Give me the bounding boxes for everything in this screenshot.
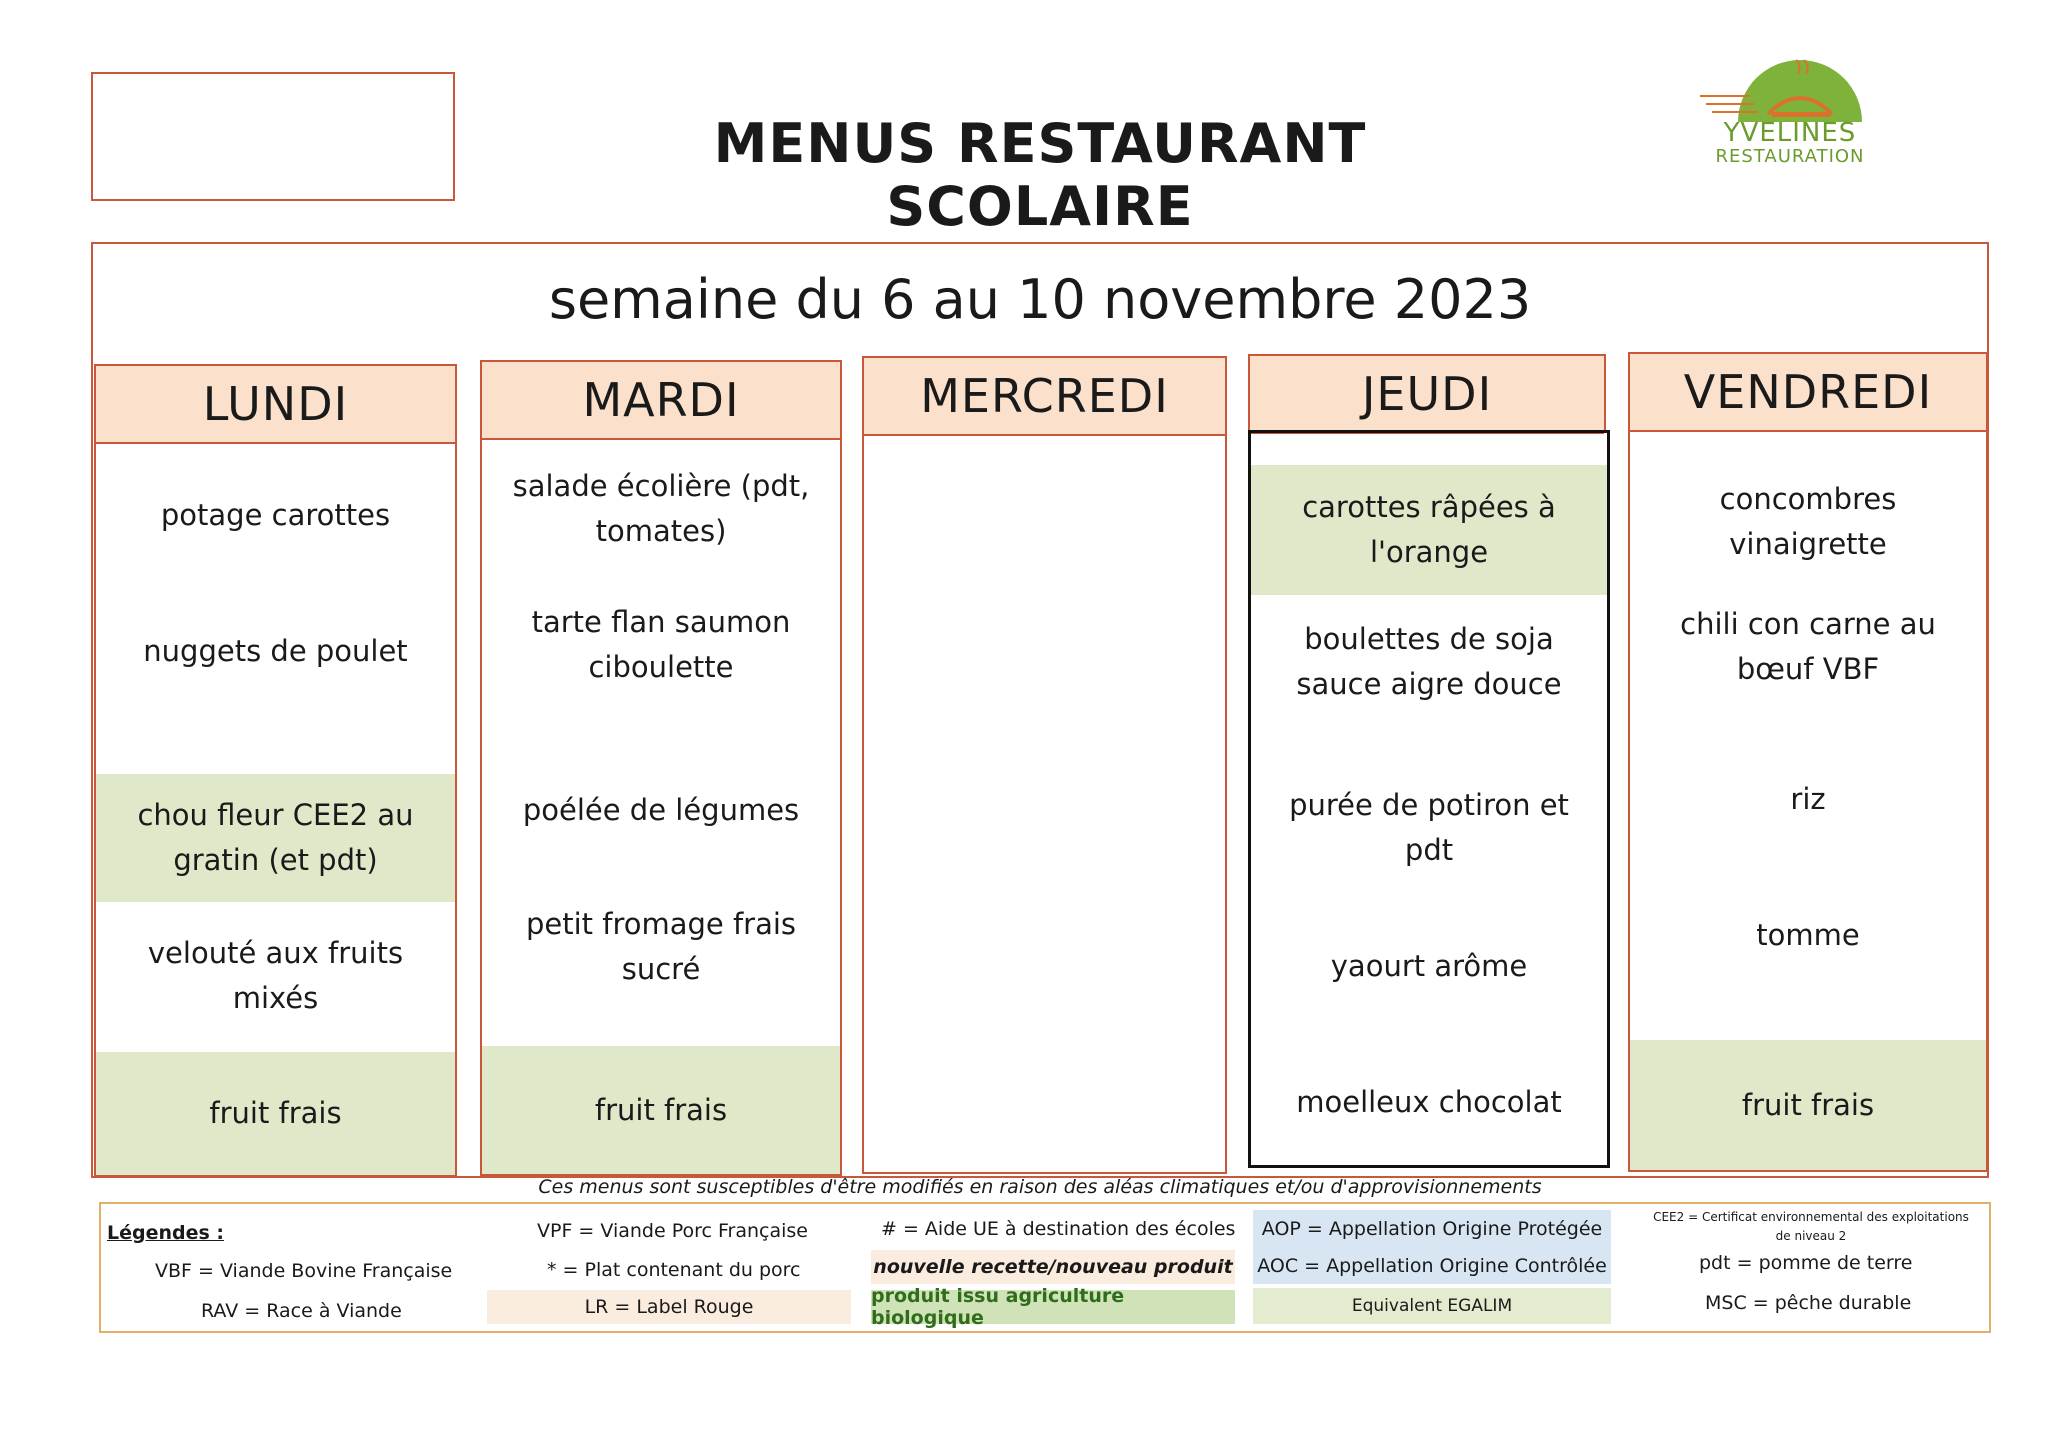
week-label: semaine du 6 au 10 novembre 2023 bbox=[548, 268, 1532, 331]
legend-aop: AOP = Appellation Origine Protégée bbox=[1253, 1210, 1611, 1248]
day-column-lundi bbox=[94, 364, 457, 1177]
menu-item: chili con carne au bœuf VBF bbox=[1680, 607, 1936, 686]
menu-item: potage carottes bbox=[160, 498, 391, 533]
legend-egalim: Equivalent EGALIM bbox=[1253, 1288, 1611, 1324]
menu-item: chou fleur CEE2 au gratin (et pdt) bbox=[96, 774, 455, 902]
menu-item: moelleux chocolat bbox=[1296, 1084, 1562, 1119]
legend-box bbox=[99, 1202, 1991, 1333]
day-header: MARDI bbox=[482, 362, 840, 440]
menu-item: fruit frais bbox=[482, 1046, 840, 1174]
blank-label-box bbox=[91, 72, 455, 201]
day-header: JEUDI bbox=[1250, 356, 1604, 434]
day-column-mardi bbox=[480, 360, 842, 1176]
legend-lr: LR = Label Rouge bbox=[487, 1290, 851, 1324]
legend-bio: produit issu agriculture biologique bbox=[871, 1290, 1235, 1324]
menu-item: yaourt arôme bbox=[1330, 948, 1528, 983]
legend-nouveau: nouvelle recette/nouveau produit bbox=[871, 1250, 1235, 1284]
menu-item: nuggets de poulet bbox=[143, 634, 408, 669]
logo-text-restauration: RESTAURATION bbox=[1715, 146, 1865, 167]
menu-item: poélée de légumes bbox=[522, 792, 800, 827]
legend-cee2: CEE2 = Certificat environnemental des exploitations de niveau 2 bbox=[1653, 1210, 1969, 1244]
legend-rav: RAV = Race à Viande bbox=[201, 1300, 402, 1322]
day-column-mercredi bbox=[862, 356, 1227, 1174]
menu-item: petit fromage frais sucré bbox=[525, 907, 797, 986]
legend-title: Légendes : bbox=[107, 1222, 225, 1244]
menu-item: boulettes de soja sauce aigre douce bbox=[1296, 622, 1562, 701]
legend-msc: MSC = pêche durable bbox=[1705, 1292, 1912, 1314]
page-title: MENUS RESTAURANT SCOLAIRE bbox=[713, 112, 1367, 238]
menu-item: tarte flan saumon ciboulette bbox=[531, 605, 791, 684]
disclaimer: Ces menus sont susceptibles d'être modifiés en raison des aléas climatiques et/ou d'approvisionnements bbox=[538, 1176, 1542, 1198]
menu-item: tomme bbox=[1756, 917, 1860, 952]
legend-aoc: AOC = Appellation Origine Contrôlée bbox=[1253, 1248, 1611, 1284]
day-header: MERCREDI bbox=[864, 358, 1225, 436]
day-column-jeudi-items bbox=[1248, 430, 1610, 1168]
day-header: VENDREDI bbox=[1630, 354, 1986, 432]
menu-item: carottes râpées à l'orange bbox=[1251, 465, 1607, 595]
menu-item: fruit frais bbox=[1630, 1040, 1986, 1170]
day-column-vendredi bbox=[1628, 352, 1988, 1172]
menu-item: velouté aux fruits mixés bbox=[147, 935, 404, 1015]
menu-item: fruit frais bbox=[96, 1052, 455, 1175]
day-column-jeudi bbox=[1248, 354, 1606, 432]
legend-pdt: pdt = pomme de terre bbox=[1699, 1252, 1913, 1274]
day-header: LUNDI bbox=[96, 366, 455, 444]
logo-text-yvelines: YVELINES bbox=[1723, 118, 1857, 148]
menu-item: purée de potiron et pdt bbox=[1289, 788, 1569, 867]
legend-ue: # = Aide UE à destination des écoles bbox=[881, 1218, 1236, 1240]
legend-vpf: VPF = Viande Porc Française bbox=[537, 1220, 809, 1242]
menu-item: riz bbox=[1790, 781, 1826, 816]
menu-item: concombres vinaigrette bbox=[1719, 482, 1897, 561]
menu-item: salade écolière (pdt, tomates) bbox=[512, 469, 810, 548]
legend-vbf: VBF = Viande Bovine Française bbox=[155, 1260, 453, 1282]
legend-porc: * = Plat contenant du porc bbox=[547, 1259, 801, 1281]
